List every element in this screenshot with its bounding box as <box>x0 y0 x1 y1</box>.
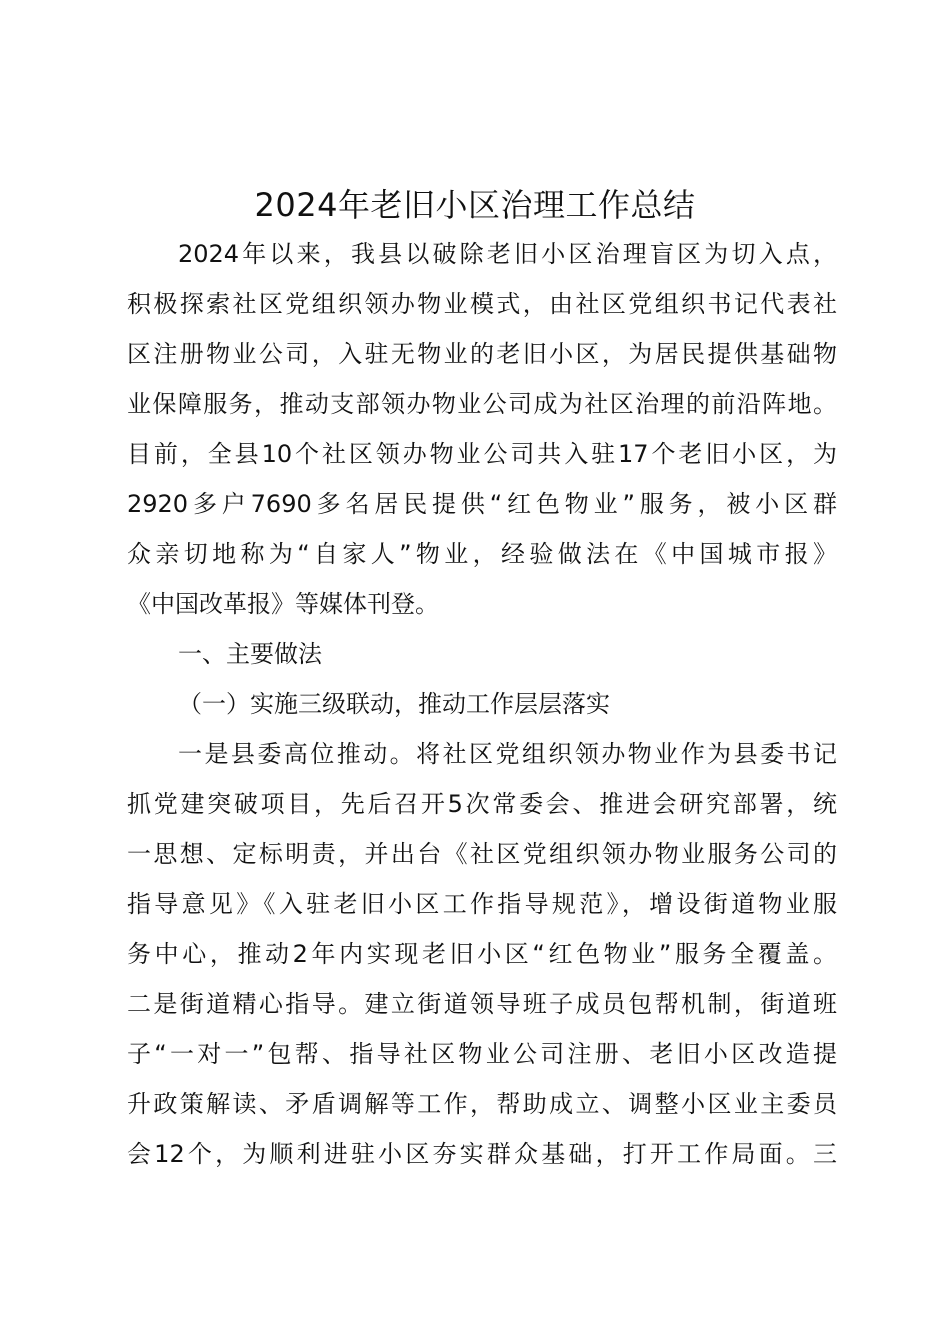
paragraph-line: 二是街道精心指导。建立街道领导班子成员包帮机制，街道班 <box>127 990 837 1018</box>
paragraph-line: 业保障服务，推动支部领办物业公司成为社区治理的前沿阵地。 <box>127 390 837 418</box>
paragraph-line: 积极探索社区党组织领办物业模式，由社区党组织书记代表社 <box>127 290 837 318</box>
paragraph-line: 抓党建突破项目，先后召开5次常委会、推进会研究部署，统 <box>127 790 837 818</box>
paragraph-line: 一思想、定标明责，并出台《社区党组织领办物业服务公司的 <box>127 840 837 868</box>
paragraph-line: 2920多户7690多名居民提供“红色物业”服务，被小区群 <box>127 490 837 518</box>
paragraph-line: 会12个，为顺利进驻小区夯实群众基础，打开工作局面。三 <box>127 1140 837 1168</box>
paragraph-line: 务中心，推动2年内实现老旧小区“红色物业”服务全覆盖。 <box>127 940 837 968</box>
paragraph-line: 众亲切地称为“自家人”物业，经验做法在《中国城市报》 <box>127 540 837 568</box>
paragraph-line: 子“一对一”包帮、指导社区物业公司注册、老旧小区改造提 <box>127 1040 837 1068</box>
paragraph-line: 《中国改革报》等媒体刊登。 <box>127 590 439 618</box>
paragraph-line: 2024年以来，我县以破除老旧小区治理盲区为切入点， <box>178 240 837 268</box>
paragraph-line: 指导意见》《入驻老旧小区工作指导规范》，增设街道物业服 <box>127 890 837 918</box>
paragraph-line: 一是县委高位推动。将社区党组织领办物业作为县委书记 <box>178 740 837 768</box>
paragraph-line: 区注册物业公司，入驻无物业的老旧小区，为居民提供基础物 <box>127 340 837 368</box>
subsection-heading: （一）实施三级联动，推动工作层层落实 <box>178 690 610 718</box>
paragraph-line: 目前，全县10个社区领办物业公司共入驻17个老旧小区，为 <box>127 440 837 468</box>
document-title: 2024年老旧小区治理工作总结 <box>254 186 696 224</box>
paragraph-line: 升政策解读、矛盾调解等工作，帮助成立、调整小区业主委员 <box>127 1090 837 1118</box>
section-heading: 一、主要做法 <box>178 640 322 668</box>
